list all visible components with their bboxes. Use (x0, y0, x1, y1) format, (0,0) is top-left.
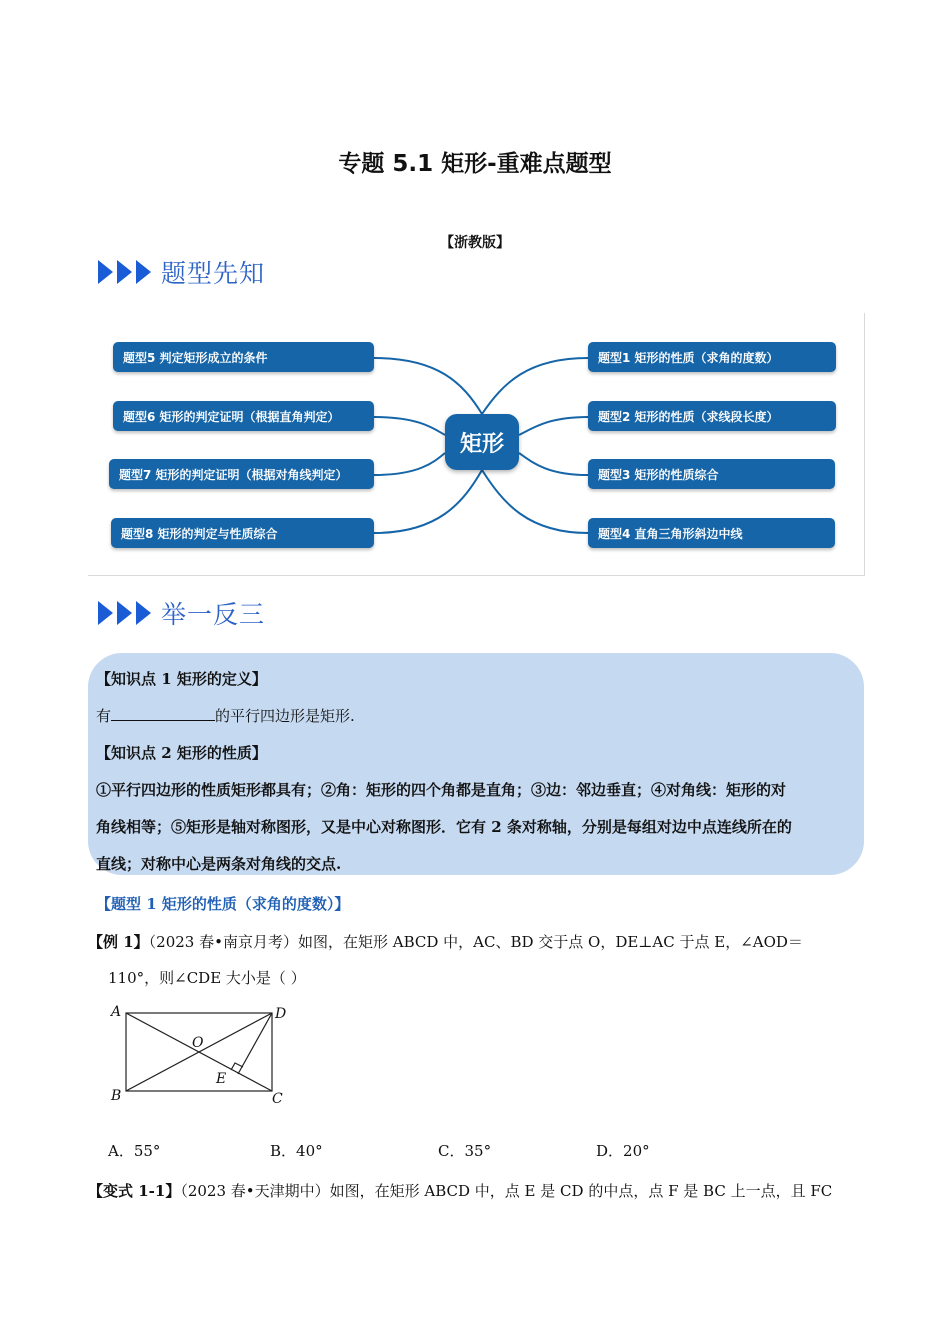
mindmap (88, 313, 865, 576)
mindmap-node-type4: 题型4 直角三角形斜边中线 (588, 518, 835, 548)
knowledge-2-line-2: 角线相等；⑤矩形是轴对称图形，又是中心对称图形．它有 2 条对称轴，分别是每组对边中点连线所在的 (96, 818, 792, 836)
mindmap-node-type2: 题型2 矩形的性质（求线段长度） (588, 401, 836, 431)
page-title: 专题 5.1 矩形-重难点题型 (338, 151, 612, 177)
section-header-1 (98, 254, 265, 290)
knowledge-1-title: 【知识点 1 矩形的定义】 (96, 670, 267, 688)
knowledge-2-title: 【知识点 2 矩形的性质】 (96, 744, 267, 762)
choice-d[interactable]: D．20° (596, 1142, 650, 1160)
mindmap-node-type7: 题型7 矩形的判定证明（根据对角线判定） (109, 459, 374, 489)
label-o: O (192, 1035, 204, 1051)
knowledge-2-line-3: 直线；对称中心是两条对角线的交点. (96, 855, 342, 873)
mindmap-node-type5: 题型5 判定矩形成立的条件 (113, 342, 374, 372)
knowledge-2-line-1: ①平行四边形的性质矩形都具有；②角：矩形的四个角都是直角；③边：邻边垂直；④对角线：矩形的对 (96, 781, 787, 799)
question-type-heading: 【题型 1 矩形的性质（求角的度数）】 (96, 895, 350, 913)
mindmap-node-type8: 题型8 矩形的判定与性质综合 (111, 518, 374, 548)
mindmap-center: 矩形 (445, 414, 519, 470)
variant-1-1-line-1: 【变式 1-1】（2023 春•天津期中）如图，在矩形 ABCD 中，点 E 是 CD 的中点，点 F 是 BC 上一点，且 FC (88, 1182, 833, 1200)
edition-label: 【浙教版】 (440, 235, 510, 251)
triple-arrow-icon (98, 260, 155, 284)
label-c: C (272, 1091, 283, 1107)
label-e: E (216, 1071, 227, 1087)
mindmap-node-type6: 题型6 矩形的判定证明（根据直角判定） (113, 401, 374, 431)
label-a: A (111, 1004, 122, 1020)
example-1-line-2: 110°，则∠CDE 大小是（ ） (108, 969, 306, 987)
fill-blank (111, 704, 215, 721)
label-b: B (111, 1088, 122, 1104)
rectangle-figure (104, 1000, 304, 1110)
mindmap-node-type3: 题型3 矩形的性质综合 (588, 459, 835, 489)
choice-a[interactable]: A．55° (108, 1142, 161, 1160)
choice-b[interactable]: B．40° (270, 1142, 323, 1160)
mindmap-node-type1: 题型1 矩形的性质（求角的度数） (588, 342, 836, 372)
triple-arrow-icon (98, 601, 155, 625)
label-d: D (275, 1006, 287, 1022)
section-header-2 (98, 595, 265, 631)
section-label: 题型先知 (161, 259, 266, 288)
knowledge-box (88, 653, 864, 875)
knowledge-1-definition: 有 的平行四边形是矩形. (96, 698, 856, 735)
section-label: 举一反三 (161, 600, 266, 629)
choice-c[interactable]: C．35° (438, 1142, 492, 1160)
answer-choices (108, 1140, 808, 1161)
example-1-line-1: 【例 1】（2023 春•南京月考）如图，在矩形 ABCD 中，AC、BD 交于点 O，DE⊥AC 于点 E，∠AOD＝ (88, 933, 803, 951)
